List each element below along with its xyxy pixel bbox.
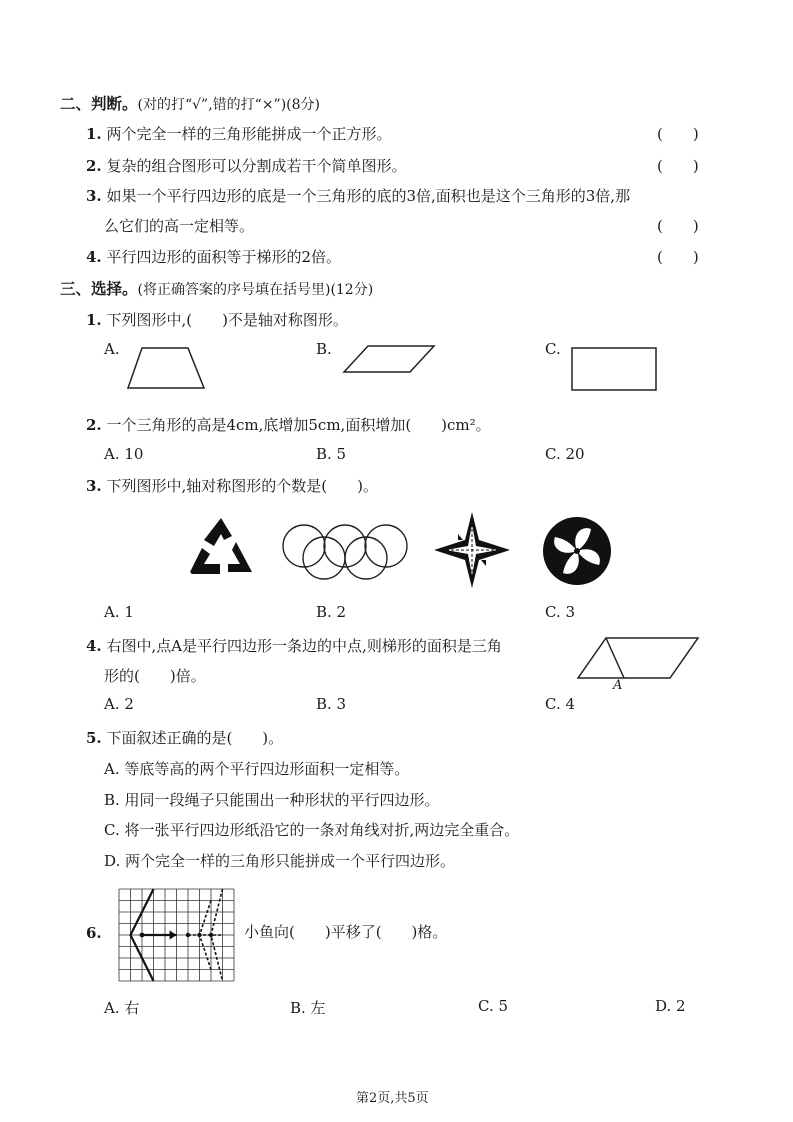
option-c[interactable]: C. 3 (545, 603, 576, 621)
recycle-triangle-icon (188, 516, 254, 578)
option-a[interactable]: A. 右 (104, 999, 140, 1017)
answer-blank[interactable]: ( ) (657, 217, 699, 235)
question-text: 一个三角形的高是4cm,底增加5cm,面积增加( )cm²。 (106, 416, 491, 434)
grid-figure-mark (209, 933, 213, 937)
question-number: 6. (86, 924, 102, 942)
option-d[interactable]: D. 2 (655, 997, 686, 1015)
grid-figure-mark (170, 930, 177, 939)
option-c[interactable]: C. (545, 340, 561, 358)
judge-item-1 (86, 123, 391, 144)
grid-figure-mark (197, 933, 201, 937)
question-number: 1. (86, 311, 102, 329)
question-number: 2. (86, 157, 102, 175)
option-b[interactable]: B. 5 (316, 445, 347, 463)
option-d[interactable]: D. 两个完全一样的三角形只能拼成一个平行四边形。 (104, 852, 456, 870)
question-text: 右图中,点A是平行四边形一条边的中点,则梯形的面积是三角 (106, 637, 502, 655)
fish-translation-grid (118, 888, 236, 980)
option-b[interactable]: B. 2 (316, 603, 347, 621)
option-a[interactable]: A. 等底等高的两个平行四边形面积一定相等。 (104, 760, 410, 778)
section3-note: (将正确答案的序号填在括号里)(12分) (137, 282, 374, 298)
question-number: 2. (86, 416, 102, 434)
star-figure (432, 510, 512, 590)
option-a[interactable]: A. 1 (104, 603, 134, 621)
question-number: 4. (86, 248, 102, 266)
grid-figure-mark (140, 933, 145, 938)
section3-heading (60, 277, 373, 299)
pinwheel-figure (541, 515, 613, 587)
answer-blank[interactable]: ( ) (657, 125, 699, 143)
judge-item-3-continued: 么它们的高一定相等。 (104, 217, 255, 235)
choice-question-2 (86, 414, 491, 435)
judge-item-2 (86, 155, 406, 176)
trapezoid-figure (126, 346, 210, 392)
judge-item-3 (86, 185, 630, 206)
question-4-continued: 形的( )倍。 (104, 667, 206, 685)
answer-blank[interactable]: ( ) (657, 248, 699, 266)
choice-question-3 (86, 475, 378, 496)
section3-title: 三、选择。 (60, 279, 138, 298)
option-c[interactable]: C. 4 (545, 695, 576, 713)
section2-heading (60, 92, 320, 114)
option-c[interactable]: C. 5 (478, 997, 509, 1015)
option-c[interactable]: C. 20 (545, 445, 585, 463)
choice-question-5 (86, 727, 283, 748)
choice-question-4 (86, 635, 502, 656)
section2-title: 二、判断。 (60, 94, 138, 113)
question-number: 1. (86, 125, 102, 143)
page-number: 第2页,共5页 (356, 1091, 429, 1106)
question-number: 4. (86, 637, 102, 655)
question-text: 两个完全一样的三角形能拼成一个正方形。 (106, 125, 392, 143)
option-b[interactable]: B. 左 (290, 999, 326, 1017)
point-a-label: A (613, 678, 623, 693)
five-rings-figure (280, 524, 410, 580)
option-a[interactable]: A. 2 (104, 695, 134, 713)
judge-item-4 (86, 246, 341, 267)
parallelogram-figure (342, 344, 438, 376)
question-text: 下列图形中,( )不是轴对称图形。 (106, 311, 348, 329)
option-b[interactable]: B. (316, 340, 332, 358)
question-text: 平行四边形的面积等于梯形的2倍。 (106, 248, 341, 266)
option-b[interactable]: B. 3 (316, 695, 347, 713)
option-c[interactable]: C. 将一张平行四边形纸沿它的一条对角线对折,两边完全重合。 (104, 821, 520, 839)
question-text: 复杂的组合图形可以分割成若干个简单图形。 (106, 157, 407, 175)
question-text: 下面叙述正确的是( )。 (106, 729, 284, 747)
question-text: 下列图形中,轴对称图形的个数是( )。 (106, 477, 378, 495)
option-a[interactable]: A. 10 (104, 445, 144, 463)
option-b[interactable]: B. 用同一段绳子只能围出一种形状的平行四边形。 (104, 791, 440, 809)
parallelogram-midpoint-figure (576, 636, 702, 696)
question-6-text: 小鱼向( )平移了( )格。 (244, 923, 448, 941)
grid-figure-mark (186, 933, 190, 937)
question-number: 5. (86, 729, 102, 747)
answer-blank[interactable]: ( ) (657, 157, 699, 175)
option-a[interactable]: A. (104, 340, 120, 358)
question-number: 3. (86, 187, 102, 205)
choice-question-1 (86, 309, 348, 330)
section2-note: (对的打“√”,错的打“×”)(8分) (137, 97, 321, 113)
rectangle-figure (570, 346, 660, 392)
question-number: 3. (86, 477, 102, 495)
question-text: 如果一个平行四边形的底是一个三角形的底的3倍,面积也是这个三角形的3倍,那 (106, 187, 631, 205)
